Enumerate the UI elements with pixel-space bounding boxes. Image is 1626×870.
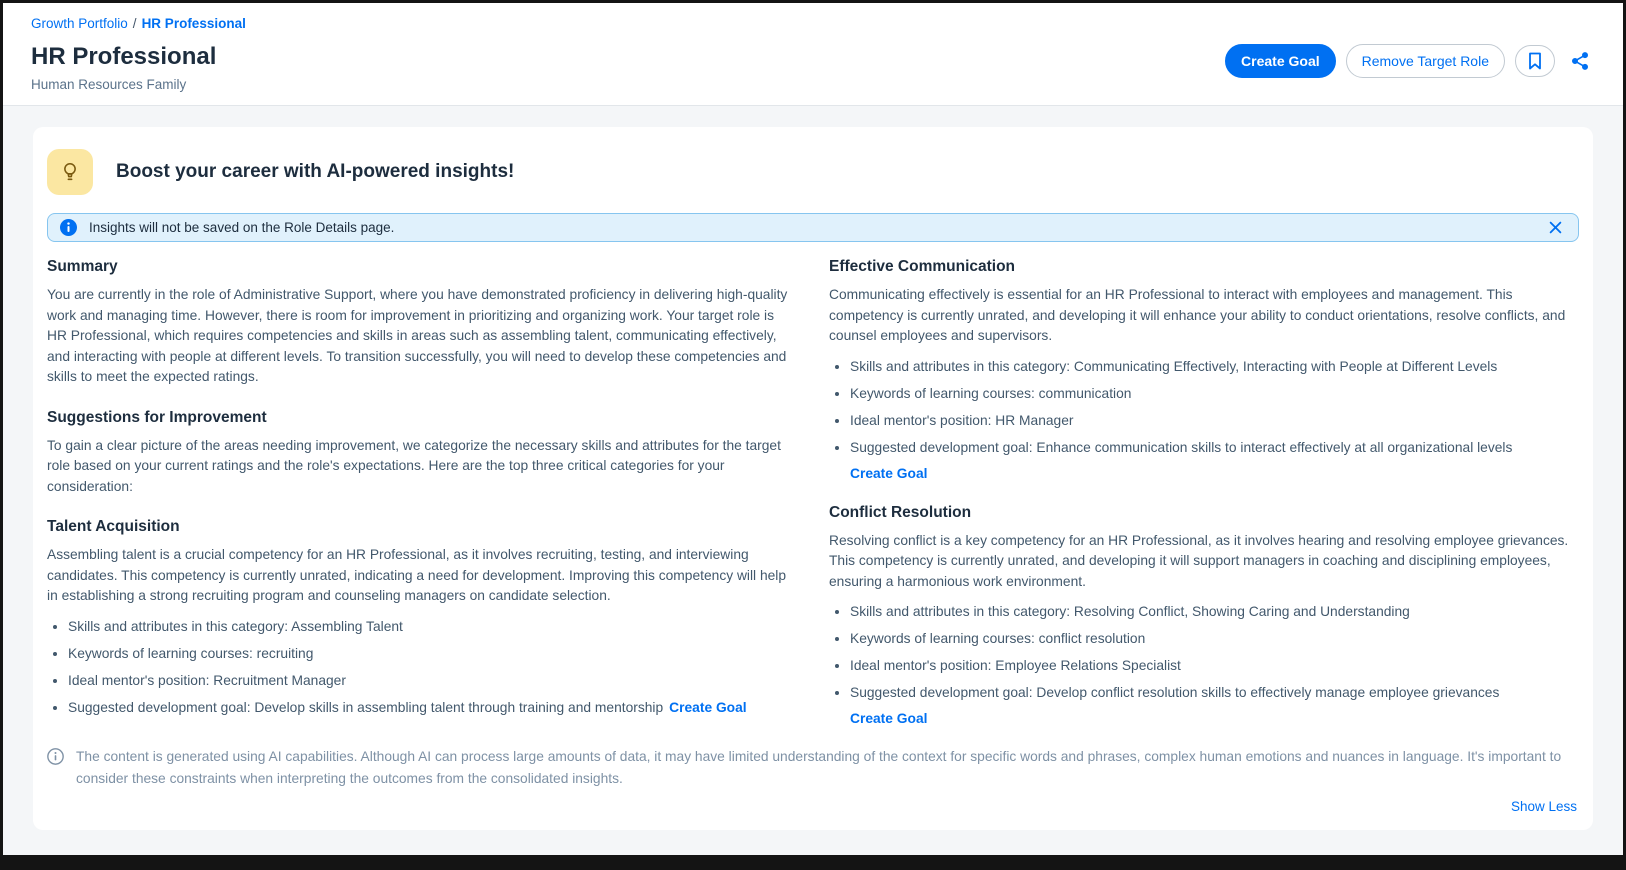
info-icon	[60, 219, 77, 236]
remove-target-role-button[interactable]: Remove Target Role	[1346, 44, 1505, 78]
section-suggestions	[47, 409, 797, 498]
section-heading: Suggestions for Improvement	[47, 408, 267, 426]
section-effective-communication	[829, 258, 1579, 483]
list-item-text: Skills and attributes in this category: Assembling Talent	[68, 618, 403, 634]
bullet-list	[47, 617, 797, 719]
list-item	[68, 671, 797, 692]
list-item-text: Ideal mentor's position: Recruitment Manager	[68, 672, 346, 688]
section-body: To gain a clear picture of the areas needing improvement, we categorize the necessary skills and attributes for the target role based on your current ratings and the role's expectations. Here are the top three critical categories for your consideration:	[47, 437, 781, 494]
breadcrumb-link-growth-portfolio[interactable]: Growth Portfolio	[31, 16, 128, 31]
ai-insights-card	[33, 127, 1593, 830]
banner-close-button[interactable]	[1543, 219, 1568, 236]
list-item	[850, 656, 1579, 677]
create-goal-link[interactable]: Create Goal	[669, 699, 747, 715]
banner-message: Insights will not be saved on the Role Details page.	[89, 220, 395, 236]
section-summary	[47, 258, 797, 388]
share-icon	[1570, 51, 1590, 71]
section-body: Communicating effectively is essential for an HR Professional to interact with employees and management. This competency is currently unrated, and developing it will enhance your ability to conduct orientations, resolve conflicts, and counsel employees and supervisors.	[829, 287, 1566, 344]
breadcrumb	[31, 16, 1595, 31]
list-item	[68, 617, 797, 638]
section-body: You are currently in the role of Administrative Support, where you have demonstrated proficiency in delivering high-quality work and managing time. However, there is room for improvement in prioritizing and organizing work. Your target role is HR Professional, which requires competencies and skills in areas such as assembling talent, communicating effectively, and interacting with people at different levels. To transition successfully, you will need to develop these competencies and skills to meet the expected ratings.	[47, 287, 788, 385]
list-item-text: Keywords of learning courses: communication	[850, 385, 1132, 401]
section-talent-acquisition	[47, 518, 797, 718]
list-item-text: Skills and attributes in this category: Communicating Effectively, Interacting with People at Different Levels	[850, 358, 1498, 374]
page-title: HR Professional	[31, 43, 217, 70]
list-item-text: Ideal mentor's position: Employee Relations Specialist	[850, 658, 1181, 674]
page-header	[3, 3, 1623, 106]
create-goal-button[interactable]: Create Goal	[1225, 44, 1336, 78]
bullet-list	[829, 357, 1579, 459]
list-item-text: Suggested development goal: Enhance communication skills to interact effectively at all organizational levels	[850, 439, 1513, 455]
show-less-row	[47, 789, 1579, 818]
list-item	[850, 629, 1579, 650]
section-heading: Summary	[47, 258, 118, 276]
list-item-text: Keywords of learning courses: conflict resolution	[850, 631, 1146, 647]
create-goal-link[interactable]: Create Goal	[850, 711, 928, 727]
info-outline-icon	[47, 746, 64, 789]
bookmark-icon	[1527, 52, 1543, 70]
card-header	[47, 143, 1579, 213]
section-heading: Effective Communication	[829, 258, 1016, 276]
breadcrumb-separator: /	[132, 16, 137, 31]
header-actions	[1225, 44, 1595, 78]
list-item	[850, 384, 1579, 405]
list-item	[850, 438, 1579, 459]
list-item	[68, 698, 797, 719]
left-column	[47, 258, 797, 728]
list-item	[850, 602, 1579, 623]
list-item	[850, 683, 1579, 704]
section-heading: Conflict Resolution	[829, 503, 972, 521]
list-item-text: Skills and attributes in this category: Resolving Conflict, Showing Caring and Understanding	[850, 604, 1410, 620]
insight-columns	[47, 258, 1579, 728]
card-title: Boost your career with AI-powered insights!	[116, 161, 515, 183]
create-goal-link[interactable]: Create Goal	[850, 465, 928, 481]
list-item	[850, 357, 1579, 378]
disclaimer-text: The content is generated using AI capabilities. Although AI can process large amounts of data, it may have limited understanding of the context for specific words and phrases, complex human emotions and nuances in language. It's important to consider these constraints when interpreting the outcomes from the consolidated insights.	[76, 749, 1562, 786]
bookmark-button[interactable]	[1515, 45, 1555, 77]
section-heading: Talent Acquisition	[47, 518, 180, 536]
share-button[interactable]	[1565, 45, 1595, 77]
title-block	[31, 44, 216, 92]
list-item-text: Ideal mentor's position: HR Manager	[850, 412, 1074, 428]
page-subtitle: Human Resources Family	[31, 77, 187, 93]
bullet-list	[829, 602, 1579, 704]
list-item	[68, 644, 797, 665]
ai-disclaimer	[47, 746, 1579, 789]
main-content	[3, 106, 1623, 855]
app-window	[3, 3, 1623, 855]
right-column	[829, 258, 1579, 728]
info-banner	[47, 213, 1579, 242]
list-item-text: Suggested development goal: Develop conflict resolution skills to effectively manage employee grievances	[850, 685, 1500, 701]
lightbulb-icon	[47, 149, 93, 195]
show-less-link[interactable]: Show Less	[1510, 799, 1577, 815]
section-conflict-resolution	[829, 504, 1579, 729]
list-item-text: Suggested development goal: Develop skills in assembling talent through training and mentorship	[68, 699, 664, 715]
section-body: Resolving conflict is a key competency for an HR Professional, as it involves hearing and resolving employee grievances. This competency is currently unrated, and developing it will support managers in coaching and disciplining employees, ensuring a harmonious work environment.	[829, 532, 1569, 589]
list-item	[850, 411, 1579, 432]
section-body: Assembling talent is a crucial competency for an HR Professional, as it involves recruiting, testing, and interviewing candidates. This competency is currently unrated, indicating a need for development. Improving this competency will help in establishing a strong recruiting program and counseling managers on candidate selection.	[47, 547, 787, 604]
close-icon	[1549, 221, 1562, 234]
list-item-text: Keywords of learning courses: recruiting	[68, 645, 314, 661]
breadcrumb-current[interactable]: HR Professional	[141, 16, 246, 31]
